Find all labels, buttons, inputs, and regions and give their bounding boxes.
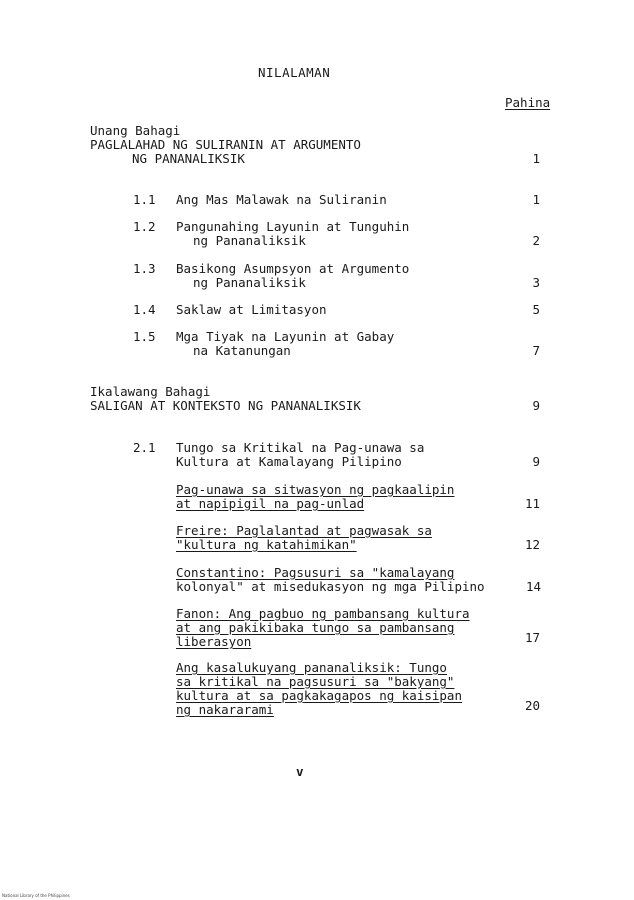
toc-entry-title-continued: ng Pananaliksik [193, 233, 306, 248]
part1-heading: Unang Bahagi [90, 123, 181, 138]
toc-entry-number: 1.3 [133, 261, 156, 276]
toc-entry-title: Mga Tiyak na Layunin at Gabay [176, 329, 395, 344]
toc-subentry-line: Pag-unawa sa sitwasyon ng pagkaalipin [176, 482, 455, 497]
toc-entry-title: Tungo sa Kritikal na Pag-unawa sa [176, 440, 425, 455]
part1-page: 1 [532, 151, 540, 166]
toc-entry-number: 1.4 [133, 302, 156, 317]
toc-subentry-page: 12 [524, 537, 540, 552]
part2-page: 9 [532, 398, 540, 413]
page-numeral: v [296, 764, 304, 779]
toc-subentry-line: kolonyal" at misedukasyon ng mga Pilipino [176, 579, 485, 594]
toc-entry-title-continued: Kultura at Kamalayang Pilipino [176, 454, 402, 469]
pahina-label: Pahina [505, 95, 551, 110]
toc-subentry-page: 14 [526, 579, 542, 594]
part1-title-line1: PAGLALAHAD NG SULIRANIN AT ARGUMENTO [90, 137, 361, 152]
toc-entry-page: 2 [532, 233, 540, 248]
toc-subentry-line: at napipigil na pag-unlad [176, 496, 365, 511]
toc-subentry-page: 11 [524, 496, 540, 511]
toc-subentry-line: ng nakararami [176, 702, 274, 717]
toc-subentry-page: 17 [524, 630, 540, 645]
toc-entry-title-continued: na Katanungan [193, 343, 291, 358]
toc-entry-page: 1 [532, 192, 540, 207]
toc-subentry-line: Ang kasalukuyang pananaliksik: Tungo [176, 660, 447, 675]
toc-subentry-line: "kultura ng katahimikan" [176, 537, 357, 552]
page-title: NILALAMAN [258, 65, 331, 80]
toc-entry-page: 5 [532, 302, 540, 317]
toc-entry-page: 7 [532, 343, 540, 358]
toc-entry-title: Saklaw at Limitasyon [176, 302, 327, 317]
part2-title: SALIGAN AT KONTEKSTO NG PANANALIKSIK [90, 398, 361, 413]
toc-subentry-line: Fanon: Ang pagbuo ng pambansang kultura [176, 606, 470, 621]
part1-title-line2: NG PANANALIKSIK [132, 151, 245, 166]
toc-subentry-line: Freire: Paglalantad at pagwasak sa [176, 523, 432, 538]
toc-subentry-line: kultura at sa pagkakagapos ng kaisipan [176, 688, 462, 703]
toc-subentry-line: Constantino: Pagsusuri sa "kamalayang [176, 565, 455, 580]
toc-entry-title-continued: ng Pananaliksik [193, 275, 306, 290]
toc-entry-number: 1.1 [133, 192, 156, 207]
toc-entry-title: Pangunahing Layunin at Tunguhin [176, 219, 410, 234]
toc-entry-page: 3 [532, 275, 540, 290]
toc-entry-number: 2.1 [133, 440, 156, 455]
toc-entry-title: Basikong Asumpsyon at Argumento [176, 261, 410, 276]
toc-subentry-line: liberasyon [176, 634, 252, 649]
toc-subentry-line: sa kritikal na pagsusuri sa "bakyang" [176, 674, 455, 689]
toc-subentry-line: at ang pakikibaka tungo sa pambansang [176, 620, 455, 635]
toc-subentry-page: 20 [524, 698, 540, 713]
archive-note: National Library of the Philippines [2, 893, 70, 898]
toc-entry-page: 9 [532, 454, 540, 469]
toc-entry-number: 1.5 [133, 329, 156, 344]
toc-entry-number: 1.2 [133, 219, 156, 234]
part2-heading: Ikalawang Bahagi [90, 384, 211, 399]
toc-entry-title: Ang Mas Malawak na Suliranin [176, 192, 387, 207]
